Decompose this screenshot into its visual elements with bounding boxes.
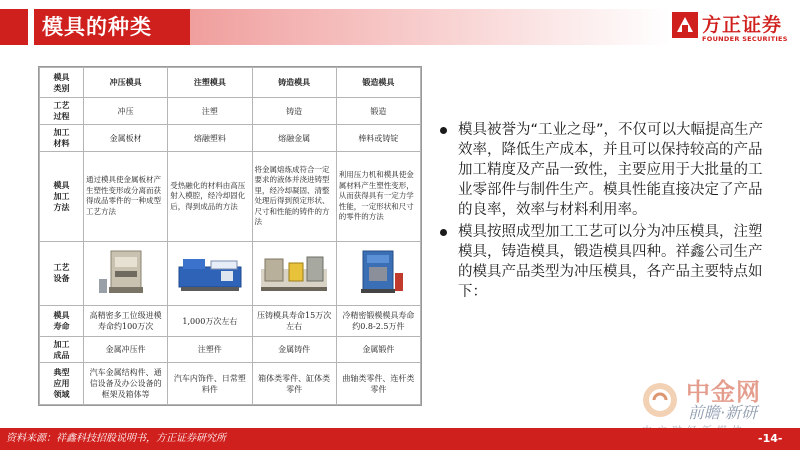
table-cell: 汽车金属结构件、通信设备及办公设备的框架及箱体等 — [84, 363, 168, 405]
table-cell: 金属锻件 — [336, 337, 420, 363]
table-cell: 箱体类零件、缸体类零件 — [252, 363, 336, 405]
table-cell: 1,000万次左右 — [168, 306, 252, 337]
bullet-item — [440, 222, 770, 302]
column-header: 冲压模具 — [84, 68, 168, 98]
table-cell: 将金属熔炼成符合一定要求的液体并浇进铸型里，经冷却凝固、清整处理后得到预定形状、尺寸和性能的铸件的方法 — [252, 152, 336, 241]
watermark-logo-icon — [640, 380, 680, 420]
table-cell: 曲轴类零件、连杆类零件 — [336, 363, 420, 405]
title-accent-stripe — [28, 9, 34, 45]
logo-english-name: FOUNDER SECURITIES — [702, 35, 788, 43]
row-header: 模具 加工 方法 — [40, 152, 84, 241]
table-cell: 注塑 — [168, 98, 252, 125]
table-cell: 锻造 — [336, 98, 420, 125]
row-header: 加工 材料 — [40, 125, 84, 152]
watermark-tagline: 前瞻·新研 — [688, 403, 758, 422]
table-cell: 受热融化的材料由高压射入模腔，经冷却固化后，得到成品的方法 — [168, 152, 252, 241]
bullet-item — [440, 120, 770, 220]
bullet-text: 模具按照成型加工工艺可以分为冲压模具，注塑模具，铸造模具，锻造模具四种。祥鑫公司生产的模具产品类型为冲压模具，各产品主要特点如下： — [458, 224, 763, 300]
table-cell: 冷精密锻模模具寿命约0.8-2.5万件 — [336, 306, 420, 337]
row-header: 工艺 过程 — [40, 98, 84, 125]
row-header: 工艺 设备 — [40, 241, 84, 306]
row-header: 模具 寿命 — [40, 306, 84, 337]
table-cell: 金属铸件 — [252, 337, 336, 363]
injection-molding-machine-image — [175, 249, 245, 295]
table-cell: 铸造 — [252, 98, 336, 125]
logo-chinese-name: 方正证券 — [702, 14, 783, 36]
equipment-image-cell — [168, 241, 252, 306]
table-row — [40, 337, 421, 363]
table-cell: 注塑件 — [168, 337, 252, 363]
table-row — [40, 98, 421, 125]
watermark — [640, 372, 800, 432]
table-cell: 熔融金属 — [252, 125, 336, 152]
row-header: 加工 成品 — [40, 337, 84, 363]
row-header: 典型 应用 领域 — [40, 363, 84, 405]
equipment-image-cell — [252, 241, 336, 306]
bullet-list — [440, 120, 770, 304]
founder-securities-logo — [672, 8, 794, 48]
table-cell: 高精密多工位级进模寿命约100万次 — [84, 306, 168, 337]
table-cell: 利用压力机和模具使金属材料产生塑性变形，从而获得具有一定力学性能，一定形状和尺寸的零件的方法 — [336, 152, 420, 241]
forging-machine-image — [343, 249, 413, 295]
column-header: 注塑模具 — [168, 68, 252, 98]
table-cell: 金属板材 — [84, 125, 168, 152]
table-row — [40, 363, 421, 405]
page-number: -14- — [758, 432, 783, 445]
die-casting-line-image — [259, 249, 329, 295]
bullet-dot-icon — [440, 229, 447, 236]
table-cell: 棒料或铸锭 — [336, 125, 420, 152]
table-cell: 熔融塑料 — [168, 125, 252, 152]
equipment-image-cell — [336, 241, 420, 306]
table-cell: 金属冲压件 — [84, 337, 168, 363]
table-cell: 压铸模具寿命15万次左右 — [252, 306, 336, 337]
table-cell: 汽车内饰件、日常塑料件 — [168, 363, 252, 405]
footer-source: 资料来源：祥鑫科技招股说明书，方正证券研究所 — [6, 433, 226, 444]
table-corner-header: 模具 类别 — [40, 68, 84, 98]
mold-types-table — [38, 66, 422, 406]
column-header: 铸造模具 — [252, 68, 336, 98]
table-cell: 通过模具使金属板材产生塑性变形或分离而获得成品零件的一种成型工艺方法 — [84, 152, 168, 241]
table-row — [40, 125, 421, 152]
bullet-dot-icon — [440, 127, 447, 134]
table-row — [40, 306, 421, 337]
page-title: 模具的种类 — [42, 15, 152, 39]
bullet-text: 模具被誉为“工业之母”，不仅可以大幅提高生产效率，降低生产成本，并且可以保持较高的产品加工精度及产品一致性，主要应用于大批量的工业零部件与制件生产。模具性能直接决定了产品的良率，效率与材料利用率。 — [458, 122, 764, 218]
watermark-brand: 中金网 — [686, 378, 761, 406]
column-header: 锻造模具 — [336, 68, 420, 98]
founder-logo-icon — [672, 12, 698, 38]
title-gradient — [190, 9, 670, 45]
equipment-image-cell — [84, 241, 168, 306]
press-machine-image — [91, 249, 161, 295]
table-row — [40, 152, 421, 241]
table-cell: 冲压 — [84, 98, 168, 125]
table-row — [40, 241, 421, 306]
